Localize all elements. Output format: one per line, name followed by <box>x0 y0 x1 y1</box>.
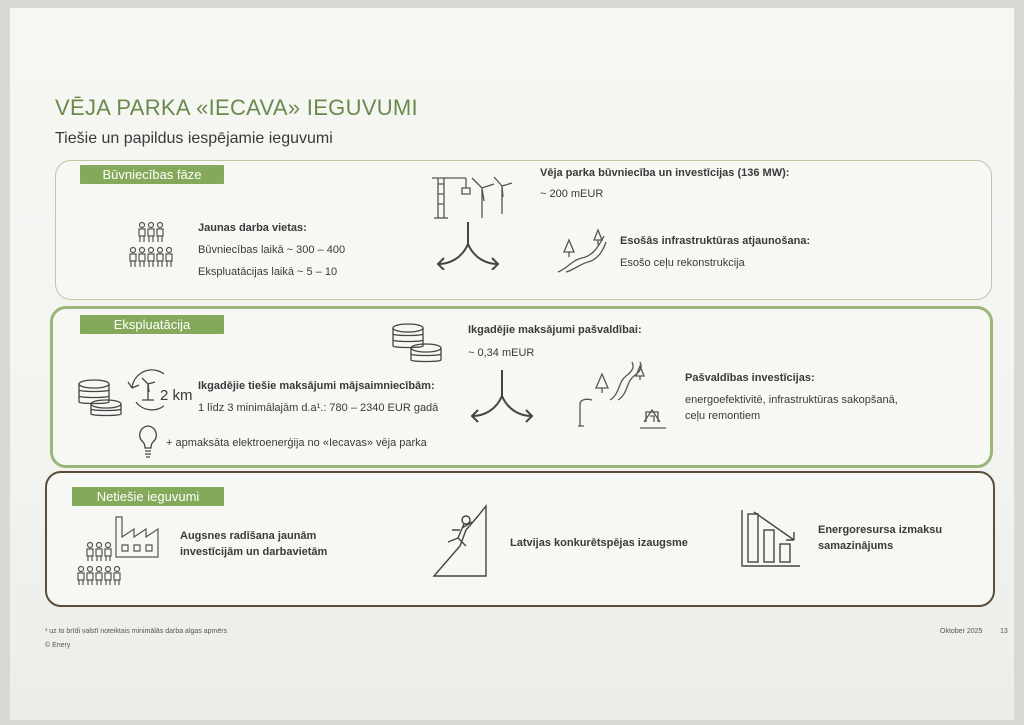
workers-icon <box>128 220 182 270</box>
brand-label: © Enery <box>45 642 71 649</box>
jobs-construction: Būvniecības laikā ~ 300 – 400 <box>198 244 346 256</box>
municipal-payments-value: ~ 0,34 mEUR <box>468 347 535 359</box>
footnote: ¹ uz to brīdi valstī noteiktais minimālās darba algas apmērs <box>45 628 228 635</box>
date-label: Oktober 2025 <box>940 628 983 635</box>
municipal-investments-line2: ceļu remontiem <box>685 410 761 422</box>
split-arrows-icon-2 <box>466 368 538 424</box>
coins-turbine-icon <box>76 362 164 422</box>
municipal-infrastructure-icon <box>572 360 672 432</box>
infrastructure-heading: Esošās infrastruktūras atjaunošana: <box>620 235 811 247</box>
crane-turbine-icon <box>430 170 520 220</box>
infrastructure-text: Esošo ceļu rekonstrukcija <box>620 257 745 269</box>
split-arrows-icon <box>432 220 504 270</box>
investment-heading: Vēja parka būvniecība un investīcijas (136 MW): <box>540 167 790 179</box>
distance-label: 2 km <box>160 387 193 404</box>
lightbulb-icon <box>136 424 160 460</box>
climber-icon <box>430 502 500 578</box>
energy-cost-line1: Energoresursa izmaksu <box>818 524 943 536</box>
road-trees-icon <box>556 228 612 274</box>
electricity-text: + apmaksāta elektroenerģija no «Iecavas» vēja parka <box>166 437 427 449</box>
municipal-investments-line1: energoefektivitē, infrastruktūras sakopšanā, <box>685 394 898 406</box>
competitiveness-text: Latvijas konkurētspējas izaugsme <box>510 537 688 549</box>
page-number: 13 <box>1000 628 1008 635</box>
construction-phase-tag: Būvniecības fāze <box>80 165 224 184</box>
investment-ground-line1: Augsnes radīšana jaunām <box>180 530 317 542</box>
indirect-benefits-tag: Netiešie ieguvumi <box>72 487 224 506</box>
declining-chart-icon <box>740 508 802 568</box>
municipal-payments-heading: Ikgadējie maksājumi pašvaldībai: <box>468 324 642 336</box>
page-title: VĒJA PARKA «IECAVA» IEGUVUMI <box>55 95 418 120</box>
investment-ground-line2: investīcijām un darbavietām <box>180 546 328 558</box>
municipal-investments-heading: Pašvaldības investīcijas: <box>685 372 815 384</box>
household-payments-text: 1 līdz 3 minimālajām d.a¹.: 780 – 2340 EUR gadā <box>198 402 439 414</box>
energy-cost-line2: samazinājums <box>818 540 894 552</box>
coins-icon <box>390 322 444 366</box>
investment-value: ~ 200 mEUR <box>540 188 604 200</box>
operation-tag: Ekspluatācija <box>80 315 224 334</box>
jobs-operation: Ekspluatācijas laikā ~ 5 – 10 <box>198 266 338 278</box>
page-subtitle: Tiešie un papildus iespējamie ieguvumi <box>55 130 333 147</box>
factory-workers-icon <box>76 515 166 587</box>
household-payments-heading: Ikgadējie tiešie maksājumi mājsaimniecībām: <box>198 380 435 392</box>
jobs-heading: Jaunas darba vietas: <box>198 222 307 234</box>
